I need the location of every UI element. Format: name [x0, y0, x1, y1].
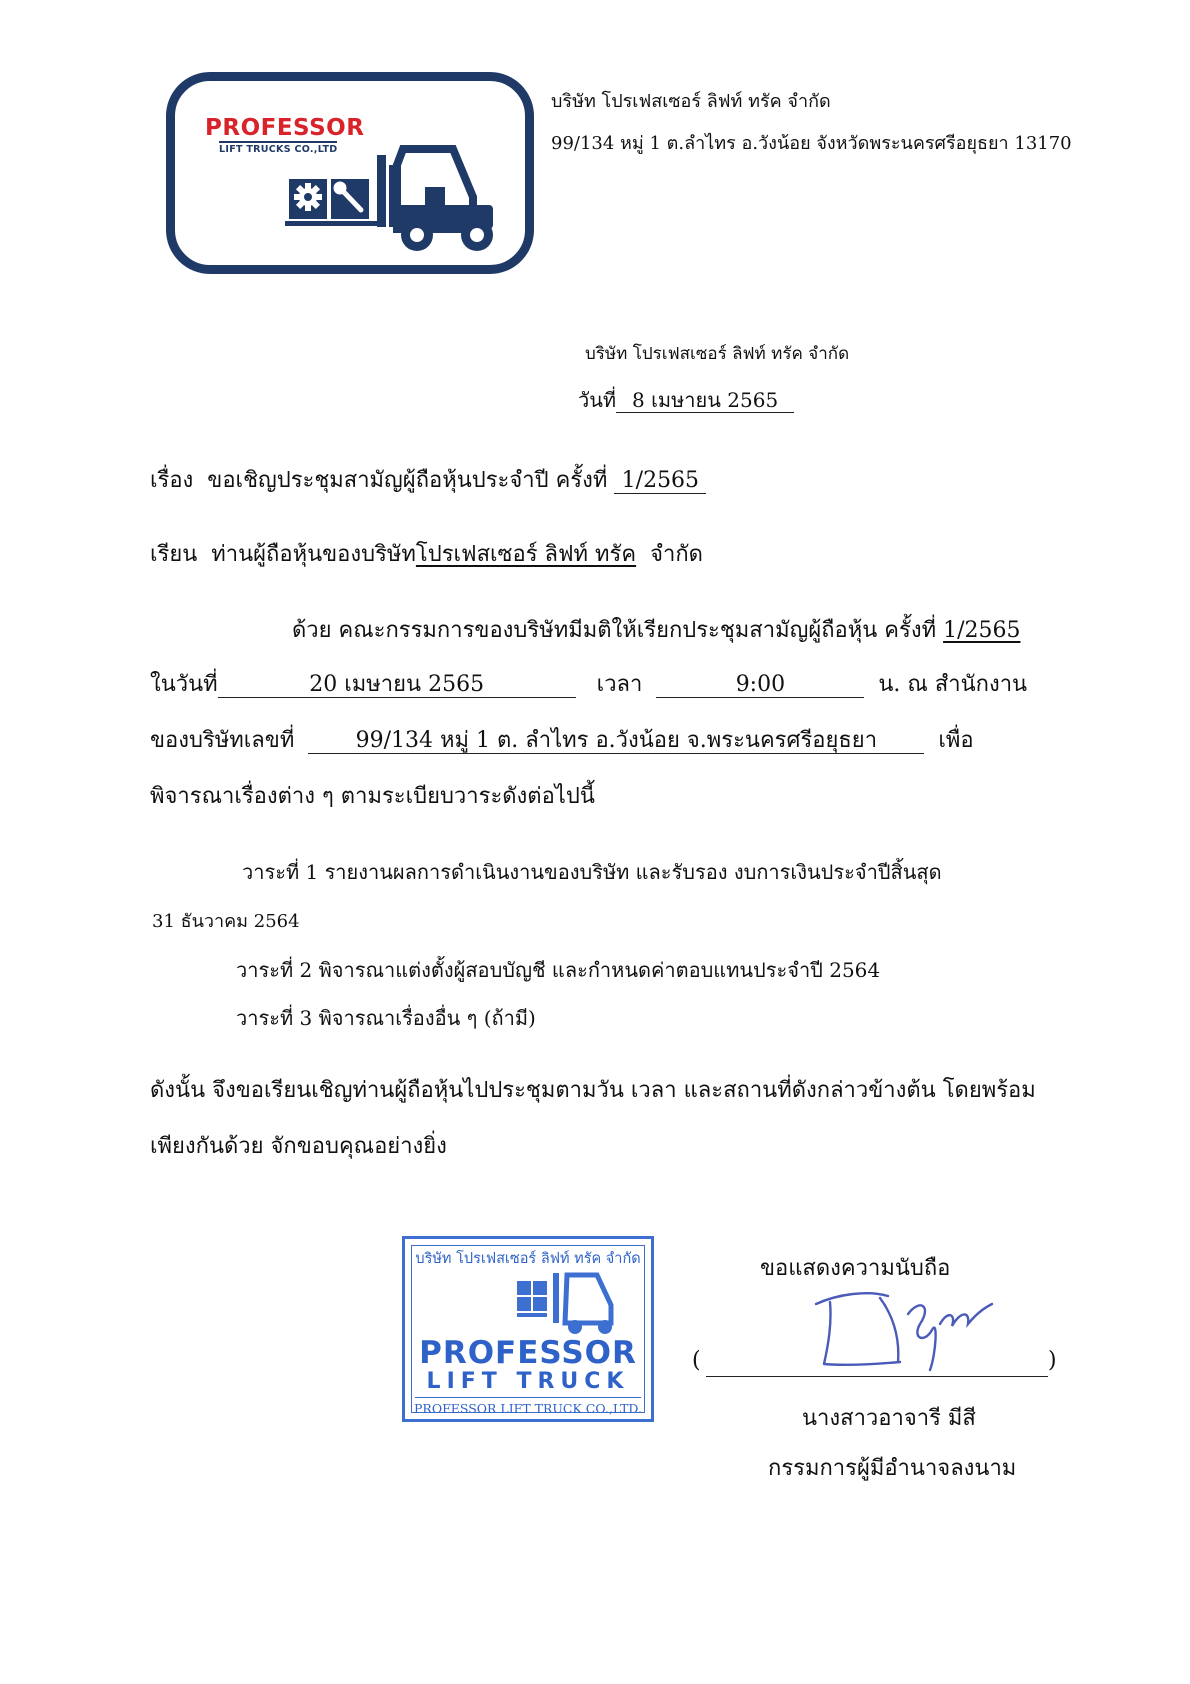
recipient-suffix: จำกัด — [650, 542, 703, 567]
header-company-name: บริษัท โปรเฟสเซอร์ ลิฟท์ ทรัค จำกัด — [551, 91, 831, 112]
subject-label: เรื่อง — [150, 468, 194, 493]
stamp-forklift-icon — [517, 1271, 637, 1335]
closing-regards: ขอแสดงความนับถือ — [760, 1256, 951, 1281]
signature-line — [706, 1376, 1048, 1377]
logo-brand-text: PROFESSOR — [205, 115, 365, 141]
address-label: ของบริษัทเลขที่ — [150, 728, 295, 753]
agenda-item-2: วาระที่ 2 พิจารณาแต่งตั้งผู้สอบบัญชี และกำหนดค่าตอบแทนประจำปี 2564 — [236, 958, 881, 982]
closing-line-1: ดังนั้น จึงขอเรียนเชิญท่านผู้ถือหุ้นไปประชุมตามวัน เวลา และสถานที่ดังกล่าวข้างต้น โดยพร้อม — [150, 1078, 1036, 1103]
recipient-company: โปรเฟสเซอร์ ลิฟท์ ทรัค — [415, 542, 637, 567]
recipient-label: เรียน — [150, 542, 198, 567]
signature-close-paren: ) — [1048, 1348, 1057, 1373]
letter-date — [578, 384, 794, 416]
meeting-date-label: ในวันที่ — [150, 672, 218, 697]
recipient-line — [150, 536, 703, 571]
address-suffix: เพื่อ — [938, 728, 974, 753]
subject-value: 1/2565 — [614, 468, 706, 494]
body-line-1 — [292, 612, 1020, 647]
signatory-title: กรรมการผู้มีอำนาจลงนาม — [768, 1456, 1017, 1481]
body-line-2 — [150, 666, 1027, 701]
stamp-subbrand-text: LIFT TRUCK — [426, 1369, 630, 1394]
date-label: วันที่ — [578, 388, 617, 412]
signature-open-paren: ( — [692, 1348, 701, 1373]
closing-line-2: เพียงกันด้วย จักขอบคุณอย่างยิ่ง — [150, 1134, 447, 1159]
gear-icon — [294, 183, 322, 211]
agenda-intro: พิจารณาเรื่องต่าง ๆ ตามระเบียบวาระดังต่อไปนี้ — [150, 784, 595, 809]
agenda-item-1-line-1: วาระที่ 1 รายงานผลการดำเนินงานของบริษัท และรับรอง งบการเงินประจำปีสิ้นสุด — [242, 860, 942, 884]
stamp-divider — [415, 1397, 641, 1398]
subject-text: ขอเชิญประชุมสามัญผู้ถือหุ้นประจำปี ครั้งที่ — [207, 468, 608, 493]
issuer-company: บริษัท โปรเฟสเซอร์ ลิฟท์ ทรัค จำกัด — [585, 344, 850, 364]
body-p1-value: 1/2565 — [943, 618, 1021, 643]
meeting-date-value: 20 เมษายน 2565 — [218, 672, 576, 698]
meeting-time-value: 9:00 — [656, 672, 864, 698]
company-stamp — [402, 1236, 654, 1422]
body-line-3 — [150, 722, 974, 757]
forklift-icon — [285, 137, 517, 257]
address-value: 99/134 หมู่ 1 ต. ลำไทร อ.วังน้อย จ.พระนครศรีอยุธยา — [308, 728, 924, 754]
date-value: 8 เมษายน 2565 — [616, 389, 794, 413]
signatory-name: นางสาวอาจารี มีสี — [802, 1406, 976, 1431]
meeting-time-label: เวลา — [596, 672, 643, 697]
stamp-top-text: บริษัท โปรเฟสเซอร์ ลิฟท์ ทรัค จำกัด — [415, 1251, 641, 1267]
stamp-brand-text: PROFESSOR — [419, 1335, 637, 1371]
body-p1-text: ด้วย คณะกรรมการของบริษัทมีมติให้เรียกประชุมสามัญผู้ถือหุ้น ครั้งที่ — [292, 618, 937, 643]
company-logo — [166, 72, 534, 274]
recipient-text: ท่านผู้ถือหุ้นของบริษัท — [211, 542, 416, 567]
agenda-item-3: วาระที่ 3 พิจารณาเรื่องอื่น ๆ (ถ้ามี) — [236, 1006, 536, 1030]
stamp-bottom-text: PROFESSOR LIFT TRUCK CO.,LTD. — [414, 1401, 642, 1416]
handwritten-signature — [808, 1284, 998, 1374]
agenda-item-1-line-2: 31 ธันวาคม 2564 — [152, 911, 300, 932]
logo-sub-text: LIFT TRUCKS CO.,LTD — [219, 141, 337, 155]
header-address: 99/134 หมู่ 1 ต.ลำไทร อ.วังน้อย จังหวัดพระนครศรีอยุธยา 13170 — [551, 133, 1072, 154]
meeting-place-label: น. ณ สำนักงาน — [878, 672, 1028, 697]
subject-line — [150, 462, 706, 497]
